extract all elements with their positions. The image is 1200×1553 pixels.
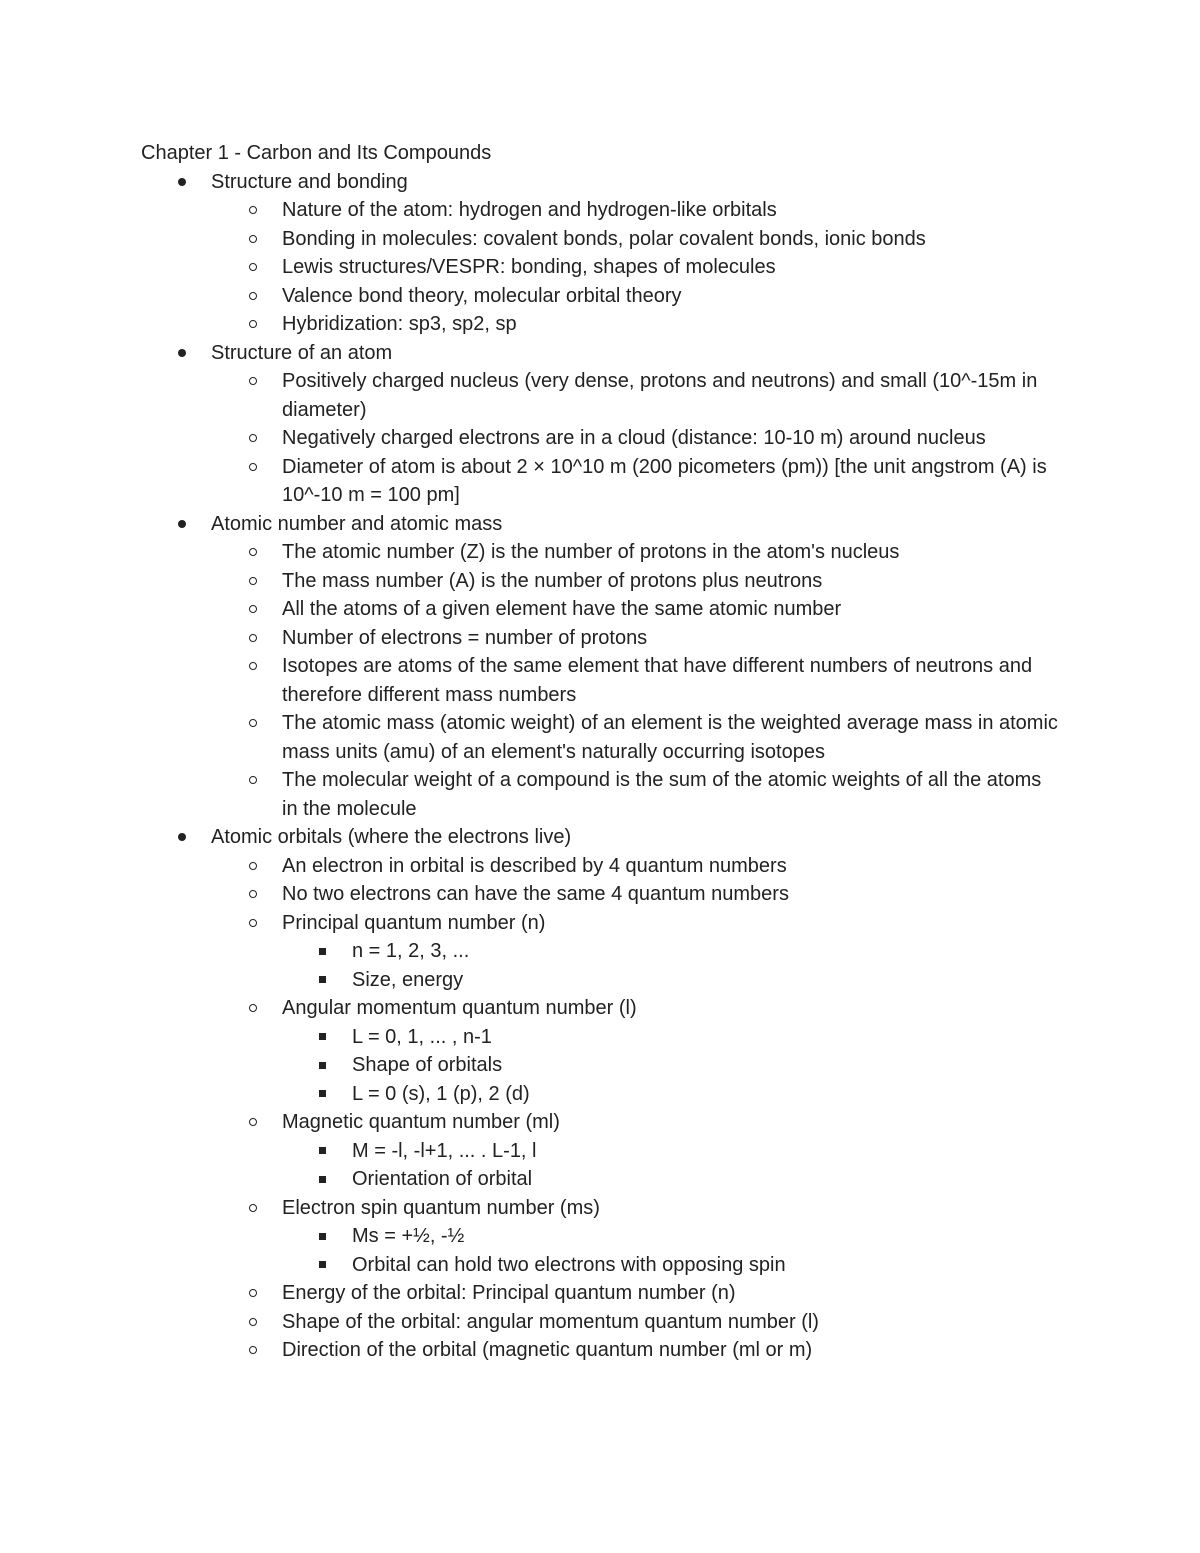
bullet-disc-icon <box>178 339 186 368</box>
detail-item-text: Shape of orbitals <box>352 1054 503 1076</box>
subtopic-item-text: The atomic number (Z) is the number of protons in the atom's nucleus <box>282 541 900 563</box>
section-item <box>141 510 1061 539</box>
bullet-disc-icon <box>178 510 186 539</box>
subtopic-item <box>141 909 1061 938</box>
detail-item <box>141 1222 1061 1251</box>
bullet-circle-icon <box>249 709 257 738</box>
section-item <box>141 339 1061 368</box>
section-item-text: Atomic number and atomic mass <box>211 512 503 535</box>
subtopic-item-text: All the atoms of a given element have the same atomic number <box>282 598 842 620</box>
bullet-circle-icon <box>249 453 257 482</box>
detail-item-text: Ms = +½, -½ <box>352 1225 465 1247</box>
section-item-text: Structure of an atom <box>211 341 393 364</box>
detail-item <box>141 1080 1061 1109</box>
bullet-circle-icon <box>249 994 257 1023</box>
bullet-circle-icon <box>249 595 257 624</box>
bullet-disc-icon <box>178 168 186 197</box>
subtopic-item-text: Hybridization: sp3, sp2, sp <box>282 313 517 335</box>
bullet-square-icon <box>319 966 326 995</box>
subtopic-item <box>141 852 1061 881</box>
bullet-square-icon <box>319 1080 326 1109</box>
subtopic-item <box>141 880 1061 909</box>
subtopic-item-text: No two electrons can have the same 4 quantum numbers <box>282 883 789 905</box>
bullet-circle-icon <box>249 538 257 567</box>
subtopic-item <box>141 538 1061 567</box>
subtopic-item <box>141 225 1061 254</box>
subtopic-item-text: Valence bond theory, molecular orbital theory <box>282 284 682 307</box>
bullet-square-icon <box>319 1137 326 1166</box>
bullet-circle-icon <box>249 567 257 596</box>
bullet-circle-icon <box>249 1108 257 1137</box>
bullet-circle-icon <box>249 196 257 225</box>
bullet-square-icon <box>319 1023 326 1052</box>
detail-item <box>141 966 1061 995</box>
bullet-circle-icon <box>249 1308 257 1337</box>
section-item <box>141 823 1061 852</box>
subtopic-item <box>141 453 1061 510</box>
detail-item-text: L = 0, 1, ... , n-1 <box>352 1025 492 1048</box>
detail-item <box>141 1023 1061 1052</box>
bullet-circle-icon <box>249 624 257 653</box>
subtopic-item-text: Principal quantum number (n) <box>282 911 546 934</box>
subtopic-item-text: Direction of the orbital (magnetic quantum number (ml or m) <box>282 1339 813 1361</box>
subtopic-item <box>141 994 1061 1023</box>
subtopic-item-text: Shape of the orbital: angular momentum quantum number (l) <box>282 1310 819 1333</box>
bullet-circle-icon <box>249 225 257 254</box>
subtopic-item <box>141 196 1061 225</box>
bullet-circle-icon <box>249 766 257 795</box>
subtopic-item <box>141 709 1061 766</box>
subtopic-item <box>141 1308 1061 1337</box>
detail-item <box>141 1137 1061 1166</box>
bullet-circle-icon <box>249 282 257 311</box>
bullet-circle-icon <box>249 909 257 938</box>
subtopic-item-text: Positively charged nucleus (very dense, protons and neutrons) and small (10^-15m in diameter) <box>282 370 1038 421</box>
detail-item-text: n = 1, 2, 3, ... <box>352 940 470 962</box>
subtopic-item-text: Electron spin quantum number (ms) <box>282 1196 600 1219</box>
bullet-circle-icon <box>249 1194 257 1223</box>
bullet-circle-icon <box>249 852 257 881</box>
bullet-circle-icon <box>249 1336 257 1365</box>
detail-item <box>141 1165 1061 1194</box>
subtopic-item <box>141 253 1061 282</box>
subtopic-item <box>141 1279 1061 1308</box>
subtopic-item-text: Nature of the atom: hydrogen and hydrogen-like orbitals <box>282 199 777 221</box>
bullet-square-icon <box>319 1222 326 1251</box>
subtopic-item-text: The mass number (A) is the number of protons plus neutrons <box>282 569 823 592</box>
subtopic-item-text: Magnetic quantum number (ml) <box>282 1111 560 1133</box>
detail-item <box>141 1251 1061 1280</box>
outline-list <box>141 168 1061 1365</box>
detail-item <box>141 1051 1061 1080</box>
subtopic-item <box>141 1108 1061 1137</box>
detail-item-text: M = -l, -l+1, ... . L-1, l <box>352 1139 537 1162</box>
subtopic-item-text: The molecular weight of a compound is the sum of the atomic weights of all the atoms in the molecule <box>282 769 1042 820</box>
bullet-circle-icon <box>249 424 257 453</box>
detail-item <box>141 937 1061 966</box>
subtopic-item-text: Isotopes are atoms of the same element that have different numbers of neutrons and therefore different mass numbers <box>282 655 1033 706</box>
bullet-circle-icon <box>249 880 257 909</box>
subtopic-item <box>141 766 1061 823</box>
detail-item-text: Orbital can hold two electrons with opposing spin <box>352 1253 786 1276</box>
detail-item-text: L = 0 (s), 1 (p), 2 (d) <box>352 1082 530 1105</box>
subtopic-item-text: Energy of the orbital: Principal quantum number (n) <box>282 1282 736 1304</box>
subtopic-item-text: Bonding in molecules: covalent bonds, polar covalent bonds, ionic bonds <box>282 227 926 250</box>
subtopic-item-text: Lewis structures/VESPR: bonding, shapes of molecules <box>282 256 776 278</box>
subtopic-item-text: Negatively charged electrons are in a cloud (distance: 10-10 m) around nucleus <box>282 427 986 449</box>
subtopic-item-text: The atomic mass (atomic weight) of an element is the weighted average mass in atomic mass units (amu) of an element's naturally occurring isotopes <box>282 712 1058 763</box>
subtopic-item <box>141 567 1061 596</box>
subtopic-item <box>141 595 1061 624</box>
document-body <box>141 139 1061 1365</box>
subtopic-item <box>141 1194 1061 1223</box>
bullet-circle-icon <box>249 367 257 396</box>
subtopic-item-text: Angular momentum quantum number (l) <box>282 997 637 1019</box>
subtopic-item <box>141 367 1061 424</box>
subtopic-item <box>141 310 1061 339</box>
bullet-circle-icon <box>249 1279 257 1308</box>
detail-item-text: Orientation of orbital <box>352 1168 533 1190</box>
subtopic-item-text: An electron in orbital is described by 4 quantum numbers <box>282 854 787 877</box>
subtopic-item <box>141 652 1061 709</box>
bullet-circle-icon <box>249 652 257 681</box>
subtopic-item <box>141 424 1061 453</box>
subtopic-item-text: Diameter of atom is about 2 × 10^10 m (200 picometers (pm)) [the unit angstrom (A) is 10^-10 m = 100 pm] <box>282 455 1047 506</box>
section-item-text: Atomic orbitals (where the electrons live) <box>211 826 572 848</box>
detail-item-text: Size, energy <box>352 968 464 991</box>
section-item <box>141 168 1061 197</box>
subtopic-item <box>141 624 1061 653</box>
subtopic-item <box>141 282 1061 311</box>
bullet-circle-icon <box>249 310 257 339</box>
bullet-square-icon <box>319 1251 326 1280</box>
bullet-square-icon <box>319 1051 326 1080</box>
bullet-circle-icon <box>249 253 257 282</box>
bullet-square-icon <box>319 1165 326 1194</box>
chapter-title: Chapter 1 - Carbon and Its Compounds <box>141 142 492 164</box>
subtopic-item-text: Number of electrons = number of protons <box>282 626 648 649</box>
bullet-square-icon <box>319 937 326 966</box>
bullet-disc-icon <box>178 823 186 852</box>
section-item-text: Structure and bonding <box>211 170 408 193</box>
subtopic-item <box>141 1336 1061 1365</box>
